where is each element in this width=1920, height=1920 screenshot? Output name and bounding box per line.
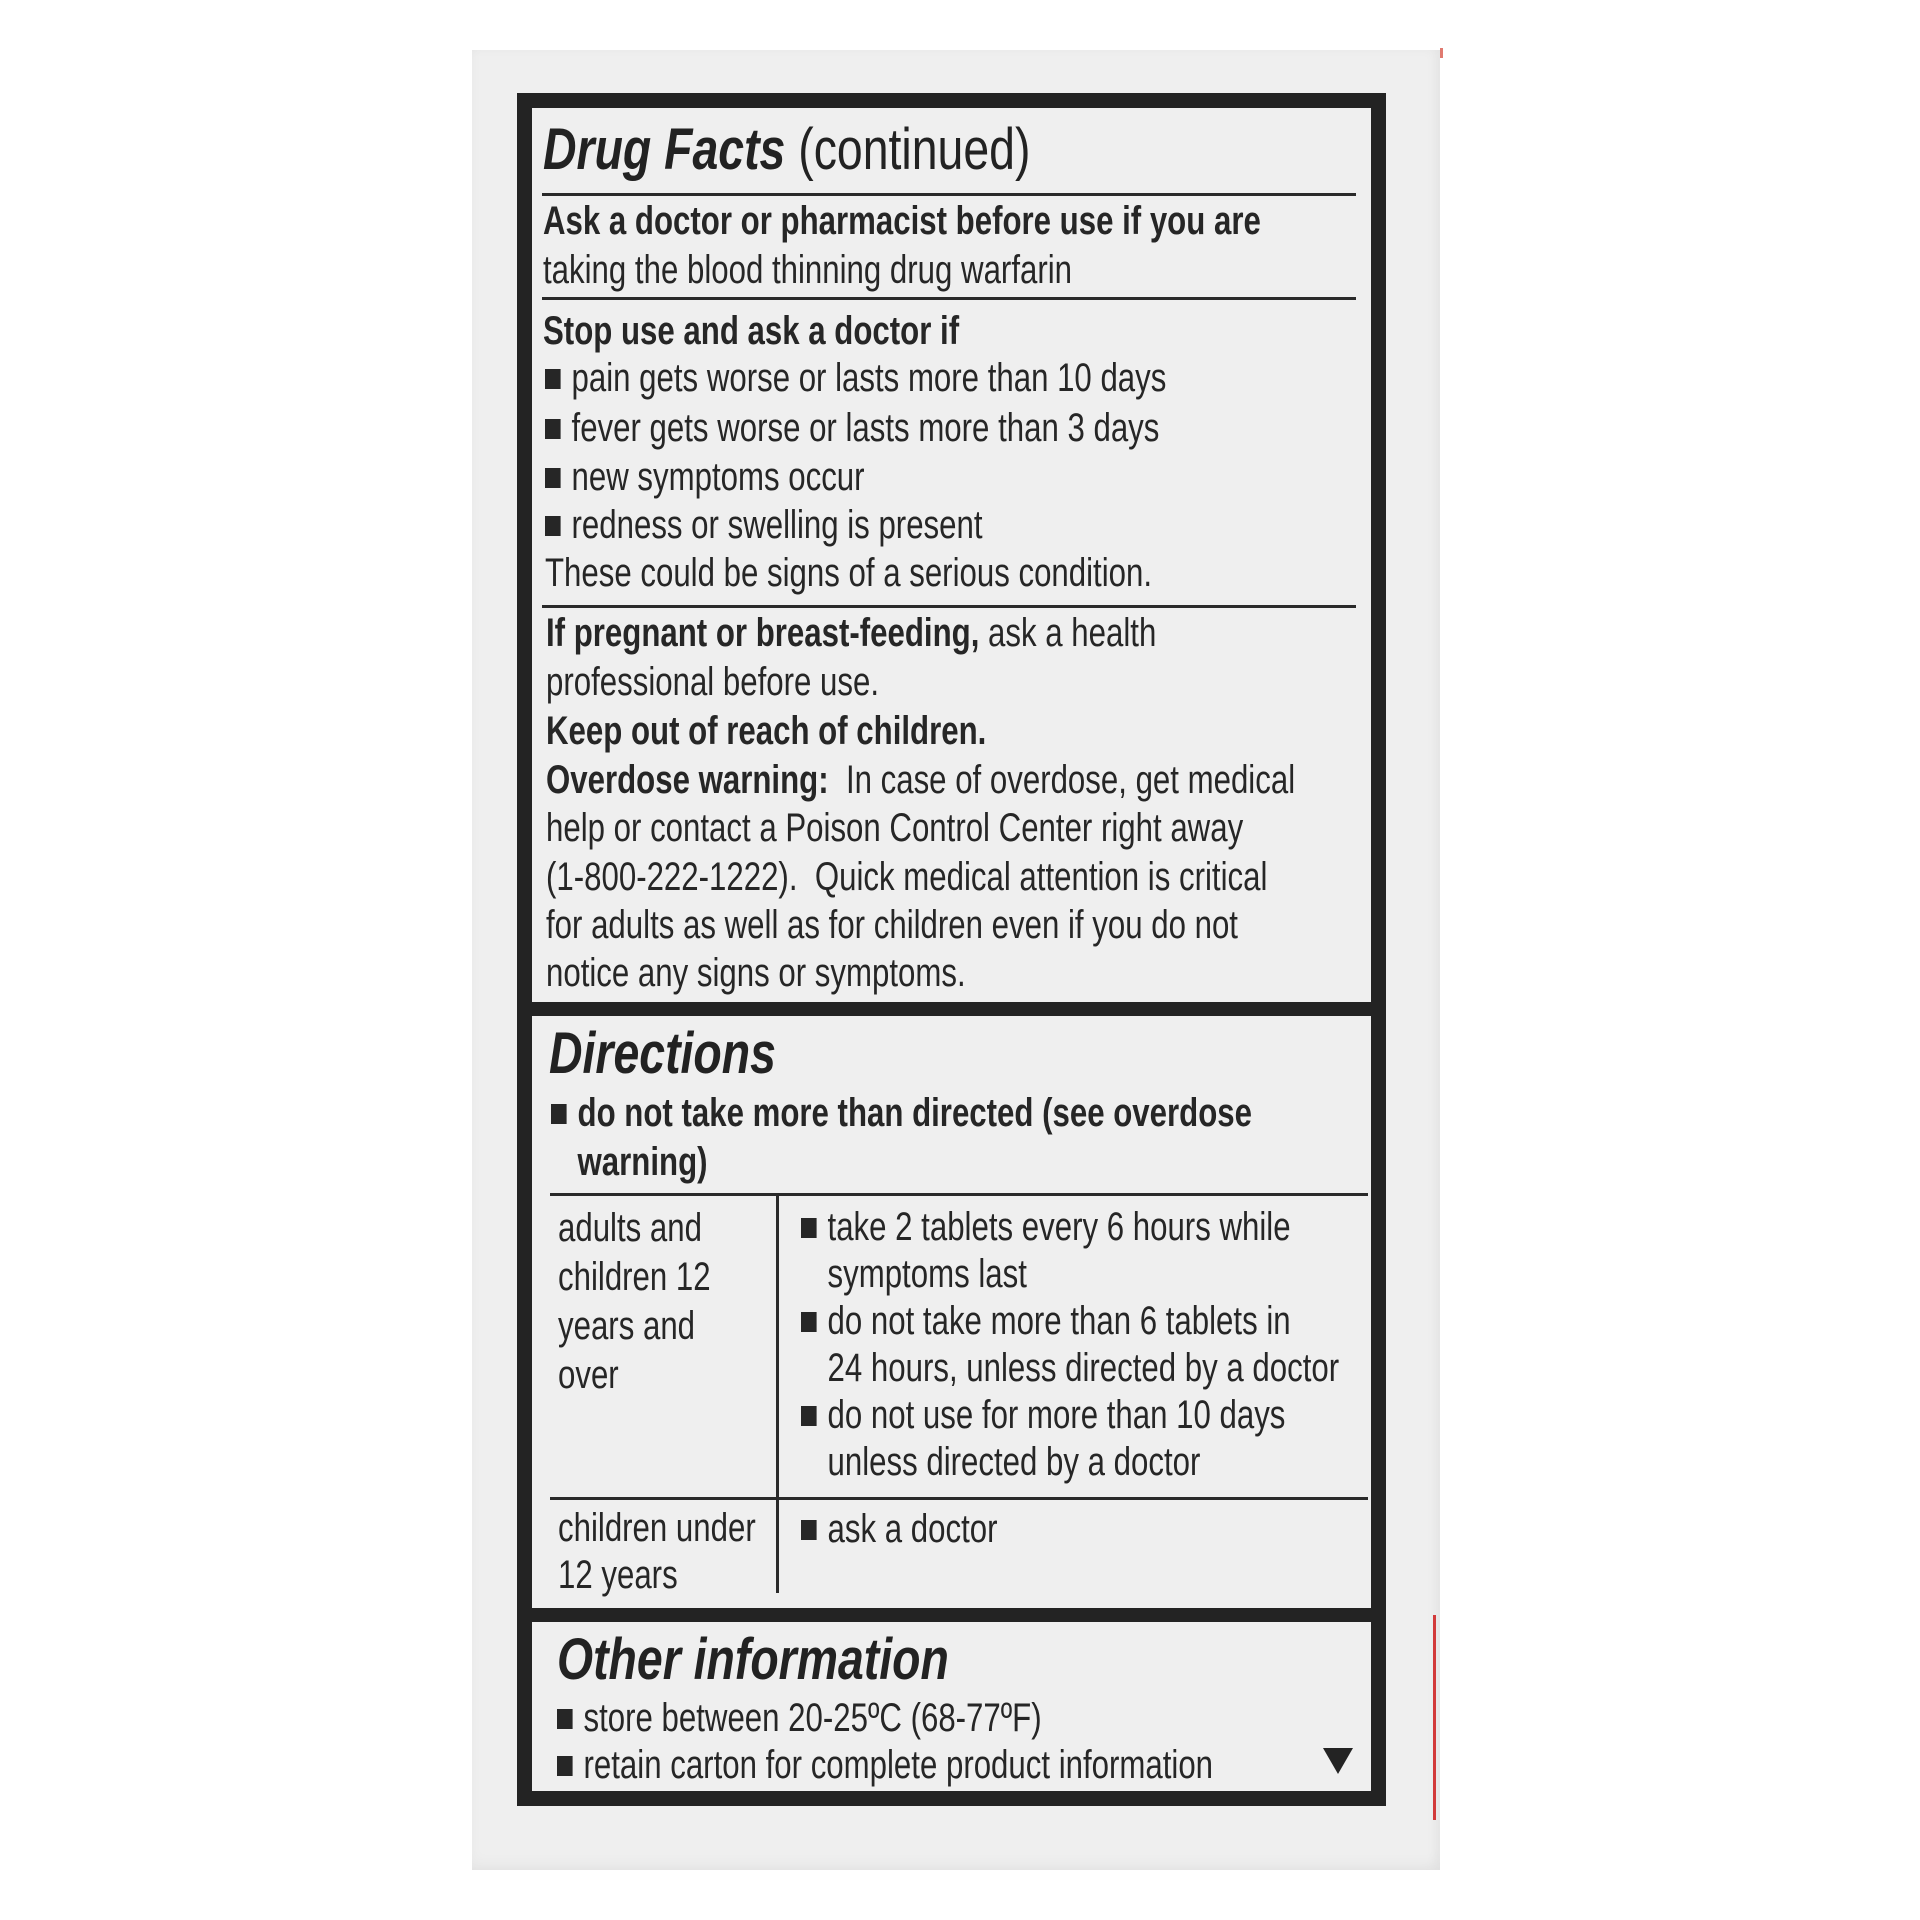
group-text: years and bbox=[558, 1304, 696, 1348]
section-divider bbox=[542, 605, 1356, 608]
bullet-icon bbox=[557, 1709, 573, 1729]
group-text: 12 years bbox=[558, 1553, 678, 1597]
keep-out-warning: Keep out of reach of children. bbox=[546, 709, 987, 753]
item-text: new symptoms occur bbox=[571, 455, 865, 499]
item-text: retain carton for complete product information bbox=[583, 1743, 1214, 1787]
carton-edge-accent bbox=[1433, 1615, 1436, 1820]
carton-edge-accent bbox=[1440, 48, 1443, 58]
overdose-warning bbox=[546, 756, 1295, 805]
instruction-text: take 2 tablets every 6 hours while bbox=[827, 1205, 1291, 1249]
pregnant-bold: If pregnant or breast-feeding, bbox=[546, 611, 980, 655]
bullet-icon bbox=[557, 1756, 573, 1776]
overdose-text: for adults as well as for children even if you do not bbox=[546, 903, 1238, 947]
directions-warning bbox=[551, 1089, 1252, 1138]
pregnant-text: ask a health bbox=[979, 611, 1157, 655]
title-continued: (continued) bbox=[785, 117, 1031, 182]
directions-heading: Directions bbox=[549, 1021, 776, 1086]
stop-use-item bbox=[545, 453, 865, 502]
bullet-icon bbox=[545, 369, 561, 389]
table-group-cell bbox=[558, 1204, 711, 1400]
group-text: adults and bbox=[558, 1206, 702, 1250]
instruction-text: 24 hours, unless directed by a doctor bbox=[827, 1346, 1340, 1390]
overdose-text: In case of overdose, get medical bbox=[828, 758, 1296, 802]
section-divider-thick bbox=[517, 1002, 1386, 1016]
directions-warning-cont: warning) bbox=[577, 1140, 708, 1184]
overdose-text: (1-800-222-1222). Quick medical attention is critical bbox=[546, 855, 1268, 899]
stop-use-item bbox=[545, 404, 1159, 453]
instruction-text: symptoms last bbox=[827, 1252, 1027, 1296]
group-text: children under bbox=[558, 1506, 756, 1550]
down-triangle-icon bbox=[1323, 1748, 1353, 1774]
item-text: store between 20-25ºC (68-77ºF) bbox=[583, 1696, 1042, 1740]
bullet-icon bbox=[545, 516, 561, 536]
item-text: fever gets worse or lasts more than 3 days bbox=[571, 406, 1160, 450]
title-bold: Drug Facts bbox=[543, 117, 786, 182]
section-divider bbox=[542, 193, 1356, 196]
instruction-text: do not use for more than 10 days bbox=[827, 1393, 1286, 1437]
stop-use-item bbox=[545, 354, 1166, 403]
table-column-divider bbox=[776, 1195, 779, 1593]
bullet-icon bbox=[551, 1104, 567, 1124]
section-divider-thick bbox=[517, 1608, 1386, 1622]
table-instruction-cell bbox=[801, 1204, 1339, 1486]
item-text: redness or swelling is present bbox=[571, 503, 983, 547]
table-instruction-cell bbox=[801, 1505, 997, 1554]
bullet-icon bbox=[545, 419, 561, 439]
stop-use-heading: Stop use and ask a doctor if bbox=[543, 309, 960, 353]
item-text: pain gets worse or lasts more than 10 days bbox=[571, 356, 1167, 400]
bullet-icon bbox=[801, 1312, 817, 1332]
warning-text: do not take more than directed (see overdose bbox=[577, 1091, 1252, 1135]
instruction-item bbox=[801, 1298, 1339, 1345]
stop-use-note: These could be signs of a serious condition. bbox=[545, 551, 1153, 595]
group-text: over bbox=[558, 1353, 619, 1397]
instruction-text: ask a doctor bbox=[827, 1507, 998, 1551]
ask-doctor-heading: Ask a doctor or pharmacist before use if you are bbox=[543, 199, 1261, 243]
table-top-border bbox=[550, 1193, 1368, 1196]
group-text: children 12 bbox=[558, 1255, 711, 1299]
pregnant-warning-cont: professional before use. bbox=[546, 660, 880, 704]
overdose-text: help or contact a Poison Control Center right away bbox=[546, 806, 1244, 850]
table-row-divider bbox=[550, 1497, 1368, 1500]
drug-facts-title bbox=[543, 118, 1030, 182]
stop-use-item bbox=[545, 501, 983, 550]
other-info-item bbox=[557, 1694, 1042, 1743]
overdose-bold: Overdose warning: bbox=[546, 758, 829, 802]
table-group-cell bbox=[558, 1505, 756, 1599]
instruction-text: unless directed by a doctor bbox=[827, 1440, 1201, 1484]
bullet-icon bbox=[801, 1520, 817, 1540]
other-info-item bbox=[557, 1741, 1213, 1790]
instruction-item bbox=[801, 1204, 1339, 1251]
instruction-text: do not take more than 6 tablets in bbox=[827, 1299, 1291, 1343]
instruction-item bbox=[801, 1392, 1339, 1439]
ask-doctor-text: taking the blood thinning drug warfarin bbox=[543, 248, 1073, 292]
bullet-icon bbox=[801, 1218, 817, 1238]
bullet-icon bbox=[801, 1406, 817, 1426]
bullet-icon bbox=[545, 468, 561, 488]
other-information-heading: Other information bbox=[557, 1627, 949, 1692]
section-divider bbox=[542, 297, 1356, 300]
overdose-text: notice any signs or symptoms. bbox=[546, 951, 966, 995]
instruction-item bbox=[801, 1505, 997, 1554]
pregnant-warning bbox=[546, 609, 1156, 658]
